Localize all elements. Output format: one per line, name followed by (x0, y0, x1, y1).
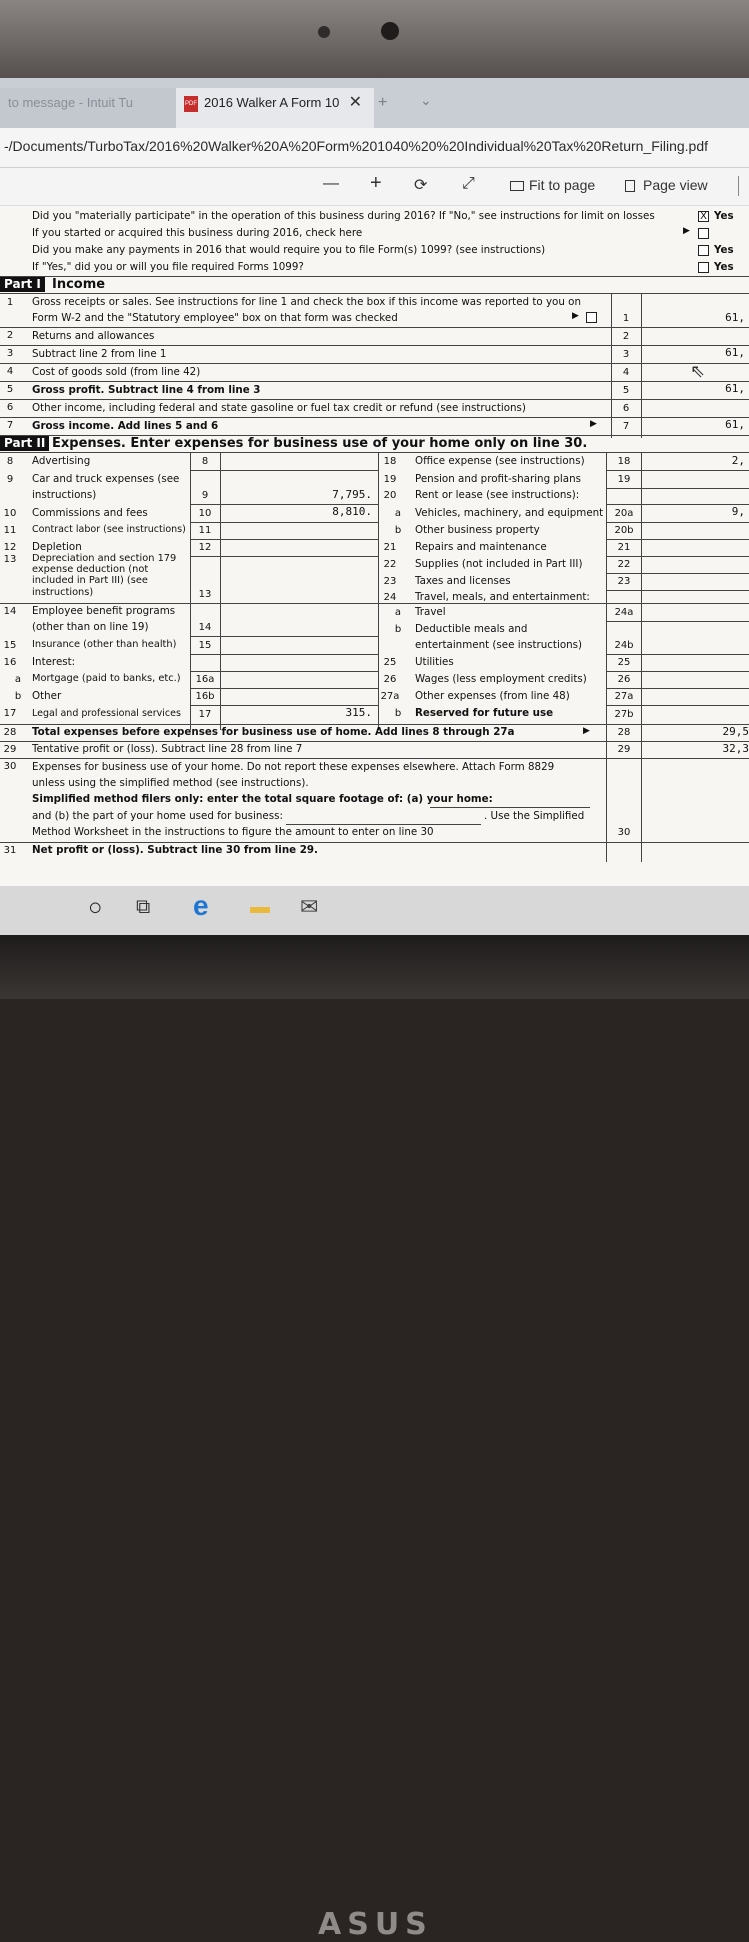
line-number: 27a (380, 691, 400, 702)
line14-text-b: (other than on line 19) (32, 621, 149, 633)
line30-text-a: Expenses for business use of your home. Do not report these expenses elsewhere. Attach Form 8829 (32, 761, 555, 773)
line-number: 9 (6, 474, 14, 485)
line20a-value: 9, (731, 505, 745, 518)
line-box-number: 23 (617, 576, 631, 587)
filed-yes-label: Yes (714, 261, 734, 273)
line13-text-a: Depreciation and section 179 (32, 553, 177, 564)
line-number: 11 (3, 525, 17, 536)
line-letter: a (14, 674, 22, 685)
arrow-right-icon: ▶ (683, 226, 690, 236)
tab-inbox[interactable] (0, 88, 176, 128)
line1-value: 61, (725, 311, 745, 324)
line3-value: 61, (725, 346, 745, 359)
pdf-toolbar (0, 168, 749, 206)
line4-text: Cost of goods sold (from line 42) (32, 366, 201, 378)
line30-text-d2: . Use the Simplified (484, 810, 585, 822)
line-box-number: 30 (617, 827, 631, 838)
line24a-text: Travel (415, 606, 446, 618)
rotate-icon[interactable]: ⟳ (414, 177, 428, 194)
line16a-text: Mortgage (paid to banks, etc.) (32, 673, 181, 684)
line-letter: b (394, 624, 402, 635)
line30-text-b: unless using the simplified method (see instructions). (32, 777, 309, 789)
line1-text-b: Form W-2 and the "Statutory employee" box on that form was checked (32, 312, 398, 324)
line-letter: b (394, 708, 402, 719)
line23-text: Taxes and licenses (415, 575, 511, 587)
taskbar (0, 886, 749, 935)
toolbar-divider (738, 176, 739, 196)
line-letter: b (14, 691, 22, 702)
arrow-right-icon: ▶ (572, 311, 579, 321)
rule (0, 724, 749, 725)
rule (0, 603, 378, 604)
line9-value: 7,795. (332, 488, 372, 501)
browser-tab-bar (0, 78, 749, 128)
line-box-number: 13 (198, 589, 212, 600)
rule (606, 671, 749, 672)
statutory-employee-checkbox[interactable] (586, 312, 597, 323)
tab-inbox-label: to message - Intuit Tu (8, 95, 134, 110)
line30-text-d: and (b) the part of your home used for business: (32, 810, 283, 822)
line17-value: 315. (345, 706, 372, 719)
line-letter: b (394, 525, 402, 536)
edge-browser-icon[interactable]: e (193, 890, 209, 921)
line-number: 20 (383, 490, 397, 501)
line-number: 10 (3, 508, 17, 519)
line20-text: Rent or lease (see instructions): (415, 489, 580, 501)
screen (0, 78, 749, 935)
line-box-number: 20b (614, 525, 634, 536)
rule (190, 636, 378, 637)
page-view-label: Page view (643, 177, 708, 193)
rule (0, 842, 749, 843)
line-number: 13 (3, 554, 17, 565)
part1-label: Part I (0, 277, 45, 292)
rule (0, 758, 749, 759)
line-box-number: 19 (617, 474, 631, 485)
line-box-number: 28 (617, 727, 631, 738)
line29-value: 32,3 (722, 742, 749, 755)
line-letter: a (394, 508, 402, 519)
mail-icon[interactable]: ✉ (300, 894, 319, 919)
rule (190, 654, 378, 655)
line7-text: Gross income. Add lines 5 and 6 (32, 420, 219, 432)
tab-pdf-form-label: 2016 Walker A Form 10 (204, 95, 340, 110)
line2-text: Returns and allowances (32, 330, 155, 342)
camera-dot-icon (318, 26, 330, 38)
line-letter: a (394, 607, 402, 618)
line-number: 5 (6, 384, 14, 395)
line-box-number: 6 (622, 403, 630, 414)
tab-menu-chevron-icon[interactable]: ⌄ (420, 92, 432, 108)
line15-text: Insurance (other than health) (32, 639, 177, 650)
arrow-right-icon: ▶ (590, 419, 597, 429)
page-view-icon (625, 180, 635, 192)
line-number: 22 (383, 559, 397, 570)
line-number: 14 (3, 606, 17, 617)
line-number: 25 (383, 657, 397, 668)
line16-text: Interest: (32, 656, 76, 668)
line-number: 2 (6, 330, 14, 341)
rule (606, 590, 749, 591)
column-rule (378, 452, 379, 730)
part2-label: Part II (0, 436, 49, 451)
line-number: 17 (3, 708, 17, 719)
line8-text: Advertising (32, 455, 91, 467)
line-box-number: 5 (622, 385, 630, 396)
laptop-brand-logo: ASUS (318, 1907, 433, 1942)
line-number: 18 (383, 456, 397, 467)
rule (606, 573, 749, 574)
laptop-bezel-top (0, 0, 749, 78)
rule (430, 807, 590, 808)
line5-value: 61, (725, 382, 745, 395)
rule (190, 522, 378, 523)
address-bar[interactable] (0, 128, 749, 168)
part1-title: Income (52, 277, 106, 292)
line-number: 29 (3, 744, 17, 755)
line-number: 1 (6, 297, 14, 308)
line13-text-b: expense deduction (not (32, 564, 149, 575)
line-box-number: 11 (198, 525, 212, 536)
rule (606, 705, 749, 706)
rule (190, 688, 378, 689)
task-view-icon[interactable]: ⧉ (136, 896, 151, 918)
line-number: 30 (3, 761, 17, 772)
rule (190, 470, 378, 471)
rule (0, 363, 749, 364)
rule (0, 276, 749, 277)
line25-text: Utilities (415, 656, 454, 668)
line27a-text: Other expenses (from line 48) (415, 690, 570, 702)
line18-value: 2, (731, 454, 745, 467)
question-material-participation: Did you "materially participate" in the operation of this business during 2016? If "No," see instructions for limit on losses (32, 210, 655, 222)
line24b-text-a: Deductible meals and (415, 623, 528, 635)
zoom-in-button[interactable]: + (370, 172, 382, 194)
pdf-file-icon: PDF (184, 96, 198, 112)
line20a-text: Vehicles, machinery, and equipment (415, 507, 604, 519)
rule (190, 556, 378, 557)
line9-text-b: instructions) (32, 489, 97, 501)
line31-text: Net profit or (loss). Subtract line 30 from line 29. (32, 844, 318, 856)
line-number: 23 (383, 576, 397, 587)
line-box-number: 27b (614, 709, 634, 720)
line-box-number: 15 (198, 640, 212, 651)
line21-text: Repairs and maintenance (415, 541, 547, 553)
line-number: 21 (383, 542, 397, 553)
part2-title: Expenses. Enter expenses for business use of your home only on line 30. (52, 436, 588, 451)
line-number: 28 (3, 727, 17, 738)
line-number: 31 (3, 845, 17, 856)
tab-pdf-form[interactable] (176, 88, 374, 128)
line-box-number: 1 (622, 313, 630, 324)
rule (0, 327, 749, 328)
line-box-number: 10 (198, 508, 212, 519)
url-text[interactable]: -/Documents/TurboTax/2016%20Walker%20A%20Form%201040%20%20Individual%20Tax%20Return_Filing.pdf (4, 138, 709, 154)
file-explorer-icon[interactable]: ▬ (250, 896, 270, 918)
line-number: 15 (3, 640, 17, 651)
line-box-number: 17 (198, 709, 212, 720)
line-box-number: 3 (622, 349, 630, 360)
tax-form-document (0, 206, 749, 935)
line-box-number: 7 (622, 421, 630, 432)
line-box-number: 20a (614, 508, 634, 519)
zoom-out-button[interactable]: — (323, 175, 339, 192)
line20b-text: Other business property (415, 524, 540, 536)
line-number: 8 (6, 456, 14, 467)
line24-text: Travel, meals, and entertainment: (415, 591, 590, 603)
rule (606, 470, 749, 471)
line13-text-d: instructions) (32, 587, 94, 598)
line30-text-e: Method Worksheet in the instructions to figure the amount to enter on line 30 (32, 826, 434, 838)
rule (0, 452, 749, 453)
started-business-checkbox[interactable] (698, 228, 709, 239)
line-box-number: 26 (617, 674, 631, 685)
line5-text: Gross profit. Subtract line 4 from line 3 (32, 384, 261, 396)
line-number: 24 (383, 592, 397, 603)
rule (0, 399, 749, 400)
line10-text: Commissions and fees (32, 507, 148, 519)
line-number: 6 (6, 402, 14, 413)
line-box-number: 16b (195, 691, 215, 702)
line11-text: Contract labor (see instructions) (32, 524, 186, 535)
payments-yes-label: Yes (714, 244, 734, 256)
laptop-bezel-bottom (0, 935, 749, 1942)
rule (190, 539, 378, 540)
rule (0, 345, 749, 346)
line-box-number: 24a (614, 607, 634, 618)
webcam-icon (381, 22, 399, 40)
rule (606, 539, 749, 540)
arrow-right-icon: ▶ (583, 726, 590, 736)
line-box-number: 29 (617, 744, 631, 755)
question-1099-payments: Did you make any payments in 2016 that would require you to file Form(s) 1099? (see instructions) (32, 244, 546, 256)
rule (286, 824, 481, 825)
column-rule (641, 452, 642, 862)
line-box-number: 24b (614, 640, 634, 651)
line19-text: Pension and profit-sharing plans (415, 473, 581, 485)
new-tab-button[interactable]: + (378, 94, 388, 111)
line-box-number: 27a (614, 691, 634, 702)
line-box-number: 16a (195, 674, 215, 685)
participation-yes-label: Yes (714, 210, 734, 222)
line7-value: 61, (725, 418, 745, 431)
fit-to-page-button[interactable] (510, 177, 595, 193)
expand-icon[interactable]: ⤢ (462, 175, 475, 192)
line17-text: Legal and professional services (32, 708, 181, 719)
line-box-number: 18 (617, 456, 631, 467)
participation-yes-checkbox[interactable]: X (698, 211, 709, 222)
rule (606, 688, 749, 689)
line6-text: Other income, including federal and state gasoline or fuel tax credit or refund (see instructions) (32, 402, 526, 414)
line13-text-c: included in Part III) (see (32, 575, 148, 586)
line-number: 19 (383, 474, 397, 485)
fit-to-page-label: Fit to page (529, 177, 596, 193)
line-box-number: 8 (201, 456, 209, 467)
line-box-number: 9 (201, 490, 209, 501)
rule (0, 417, 749, 418)
fit-page-icon (510, 181, 524, 191)
question-started-business: If you started or acquired this business during 2016, check here (32, 227, 363, 239)
close-icon[interactable]: ✕ (348, 94, 362, 111)
page-view-button[interactable] (625, 177, 708, 193)
line18-text: Office expense (see instructions) (415, 455, 585, 467)
line-number: 7 (6, 420, 14, 431)
line14-text-a: Employee benefit programs (32, 605, 176, 617)
rule (0, 741, 749, 742)
line29-text: Tentative profit or (loss). Subtract line 28 from line 7 (32, 743, 303, 755)
line-box-number: 22 (617, 559, 631, 570)
rule (0, 293, 749, 294)
mouse-cursor-icon: ⇖ (690, 361, 706, 382)
line-box-number: 14 (198, 622, 212, 633)
rule (606, 654, 749, 655)
question-filed-1099: If "Yes," did you or will you file required Forms 1099? (32, 261, 304, 273)
line-box-number: 2 (622, 331, 630, 342)
line-box-number: 12 (198, 542, 212, 553)
line16b-text: Other (32, 690, 62, 702)
line-number: 26 (383, 674, 397, 685)
cortana-icon[interactable]: ○ (88, 894, 103, 921)
line-box-number: 4 (622, 367, 630, 378)
line28-value: 29,5 (722, 725, 749, 738)
line30-text-c: Simplified method filers only: enter the total square footage of: (a) your home: (32, 793, 493, 805)
rule (606, 556, 749, 557)
line10-value: 8,810. (332, 505, 372, 518)
column-rule (606, 452, 607, 862)
line-box-number: 21 (617, 542, 631, 553)
rule (606, 621, 749, 622)
line3-text: Subtract line 2 from line 1 (32, 348, 167, 360)
line-number: 12 (3, 542, 17, 553)
rule (378, 603, 749, 604)
payments-yes-checkbox[interactable] (698, 245, 709, 256)
line-number: 4 (6, 366, 14, 377)
line9-text-a: Car and truck expenses (see (32, 473, 180, 485)
rule (190, 671, 378, 672)
line28-text: Total expenses before expenses for business use of home. Add lines 8 through 27a (32, 726, 515, 738)
line24b-text-b: entertainment (see instructions) (415, 639, 583, 651)
line-box-number: 25 (617, 657, 631, 668)
rule (606, 488, 749, 489)
line22-text: Supplies (not included in Part III) (415, 558, 583, 570)
line-number: 3 (6, 348, 14, 359)
line-number: 16 (3, 657, 17, 668)
line26-text: Wages (less employment credits) (415, 673, 587, 685)
filed-yes-checkbox[interactable] (698, 262, 709, 273)
rule (606, 522, 749, 523)
line1-text-a: Gross receipts or sales. See instructions for line 1 and check the box if this income was reported to you on (32, 296, 581, 308)
line12-text: Depletion (32, 541, 82, 553)
line27b-text: Reserved for future use (415, 707, 554, 719)
rule (0, 381, 749, 382)
